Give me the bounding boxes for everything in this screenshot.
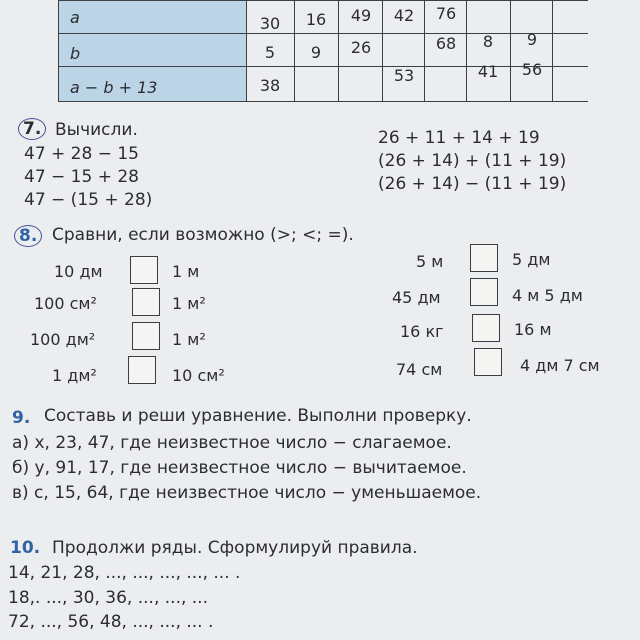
compare-left: 45 дм [392,288,441,307]
table-cell: 38 [259,76,281,95]
table-cell: 9 [310,43,322,62]
compare-right: 4 дм 7 см [520,356,600,375]
task-7-expr: 47 − (15 + 28) [24,190,153,210]
table-cell: 26 [350,38,372,57]
answer-box[interactable] [128,356,156,384]
task-10-line: 18,. ..., 30, 36, ..., ..., ... [8,588,208,608]
task-7-expr: 47 + 28 − 15 [24,144,139,164]
task-7-number: 7. [18,118,46,140]
table-cell: 49 [350,6,372,25]
task-8-number: 8. [14,225,42,247]
answer-box[interactable] [132,288,160,316]
table-cell: 42 [393,6,415,25]
compare-left: 16 кг [400,322,444,341]
values-table [58,0,588,102]
compare-right: 1 м² [172,294,206,313]
table-cell: 53 [393,66,415,85]
task-7-expr: 26 + 11 + 14 + 19 [378,128,540,148]
answer-box[interactable] [130,256,158,284]
table-cell: 56 [521,60,543,79]
task-9-line: а) x, 23, 47, где неизвестное число − слагаемое. [12,433,452,453]
table-cell: 8 [482,32,494,51]
task-9-line: в) c, 15, 64, где неизвестное число − уменьшаемое. [12,483,482,503]
answer-box[interactable] [132,322,160,350]
compare-right: 1 м [172,262,200,281]
answer-box[interactable] [470,278,498,306]
task-7-expr: (26 + 14) + (11 + 19) [378,151,567,171]
task-9-title: Составь и реши уравнение. Выполни проверку. [44,406,472,426]
table-cell: 30 [259,14,281,33]
task-10-line: 72, ..., 56, 48, ..., ..., ... . [8,612,214,632]
task-8-title: Сравни, если возможно (>; <; =). [52,225,354,245]
task-10-title: Продолжи ряды. Сформулируй правила. [52,538,418,558]
compare-right: 5 дм [512,250,551,269]
answer-box[interactable] [472,314,500,342]
compare-right: 10 см² [172,366,225,385]
task-7-expr: 47 − 15 + 28 [24,167,139,187]
compare-left: 10 дм [54,262,103,281]
answer-box[interactable] [470,244,498,272]
table-cell: 68 [435,34,457,53]
table-cell: 41 [477,62,499,81]
compare-right: 4 м 5 дм [512,286,583,305]
compare-right: 1 м² [172,330,206,349]
table-cell: 16 [305,10,327,29]
compare-left: 100 дм² [30,330,96,349]
table-cell: 5 [264,43,276,62]
compare-left: 100 см² [34,294,97,313]
compare-left: 5 м [416,252,444,271]
task-9-number: 9. [12,408,31,428]
row-label-a: a [70,8,80,27]
task-7-title: Вычисли. [55,120,138,140]
compare-right: 16 м [514,320,552,339]
row-label-b: b [70,44,81,63]
row-label-expr: a − b + 13 [70,78,158,97]
answer-box[interactable] [474,348,502,376]
task-10-line: 14, 21, 28, ..., ..., ..., ..., ... . [8,563,241,583]
compare-left: 1 дм² [52,366,97,385]
table-cell: 9 [526,30,538,49]
compare-left: 74 см [396,360,443,379]
table-cell: 76 [435,4,457,23]
task-7-expr: (26 + 14) − (11 + 19) [378,174,567,194]
task-9-line: б) y, 91, 17, где неизвестное число − вычитаемое. [12,458,467,478]
task-10-number: 10. [10,538,41,558]
